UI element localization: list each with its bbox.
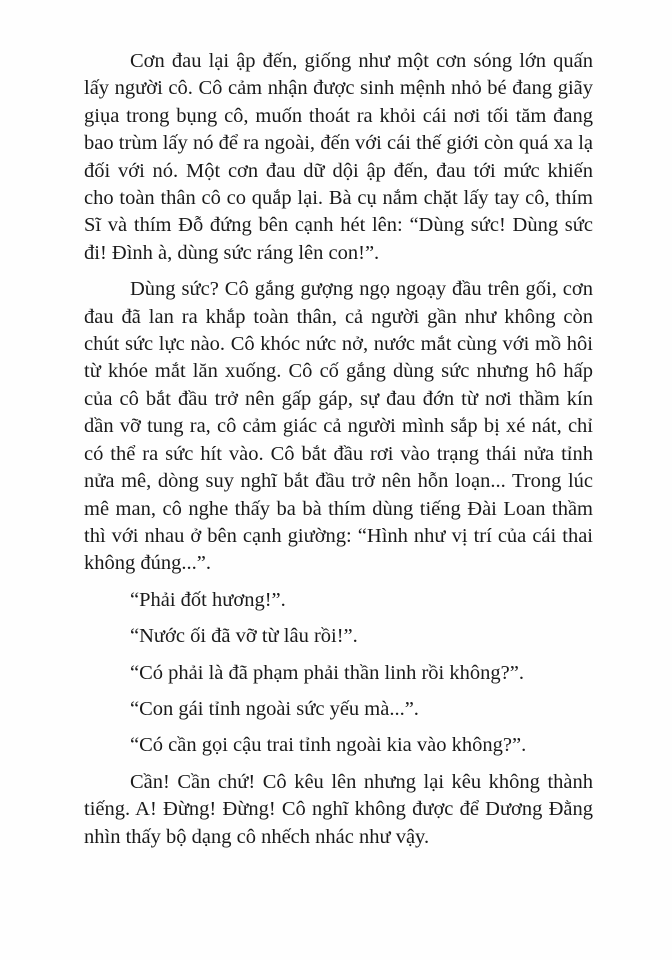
dialogue-line: “Có phải là đã phạm phải thần linh rồi không?”. bbox=[130, 661, 524, 684]
dialogue-line: “Con gái tỉnh ngoài sức yếu mà...”. bbox=[130, 697, 419, 720]
dialogue-line: “Nước ối đã vỡ từ lâu rồi!”. bbox=[130, 625, 358, 648]
body-text bbox=[84, 48, 593, 860]
dialogue-line: “Phải đốt hương!”. bbox=[130, 588, 286, 611]
paragraph-labor-pain: Cơn đau lại ập đến, giống như một cơn sóng lớn quấn lấy người cô. Cô cảm nhận được sinh mệnh nhỏ bé đang giãy giụa trong bụng cô, muốn thoát ra khỏi cái nơi tối tăm đang bao trùm lấy nó để ra ngoài, đến với cái thế giới còn quá xa lạ đối với nó. Một cơn đau dữ dội ập đến, đau tới mức khiến cho toàn thân cô co quắp lại. Bà cụ nắm chặt lấy tay cô, thím Sĩ và thím Đỗ đứng bên cạnh hét lên: “Dùng sức! Dùng sức đi! Đình à, dùng sức ráng lên con!”. bbox=[84, 50, 593, 264]
paragraph-final: Cần! Cần chứ! Cô kêu lên nhưng lại kêu không thành tiếng. A! Đừng! Đừng! Cô nghĩ không được để Dương Đằng nhìn thấy bộ dạng cô nhếch nhác như vậy. bbox=[84, 770, 593, 848]
dialogue-line: “Có cần gọi cậu trai tỉnh ngoài kia vào không?”. bbox=[130, 734, 527, 757]
paragraph-struggle: Dùng sức? Cô gắng gượng ngọ ngoạy đầu trên gối, cơn đau đã lan ra khắp toàn thân, cả người gần như không còn chút sức lực nào. Cô khóc nức nở, nước mắt cùng với mồ hôi từ khóe mắt lăn xuống. Cô cố gắng dùng sức nhưng hô hấp của cô bắt đầu trở nên gấp gáp, sự đau đớn từ nơi thầm kín dần vỡ tung ra, cô cảm giác cả người mình sắp bị xé nát, chỉ có thể ra sức hít vào. Cô bắt đầu rơi vào trạng thái nửa tỉnh nửa mê, dòng suy nghĩ bắt đầu trở nên hỗn loạn... Trong lúc mê man, cô nghe thấy ba bà thím dùng tiếng Đài Loan thầm thì với nhau ở bên cạnh giường: “Hình như vị trí của cái thai không đúng...”. bbox=[84, 278, 593, 575]
